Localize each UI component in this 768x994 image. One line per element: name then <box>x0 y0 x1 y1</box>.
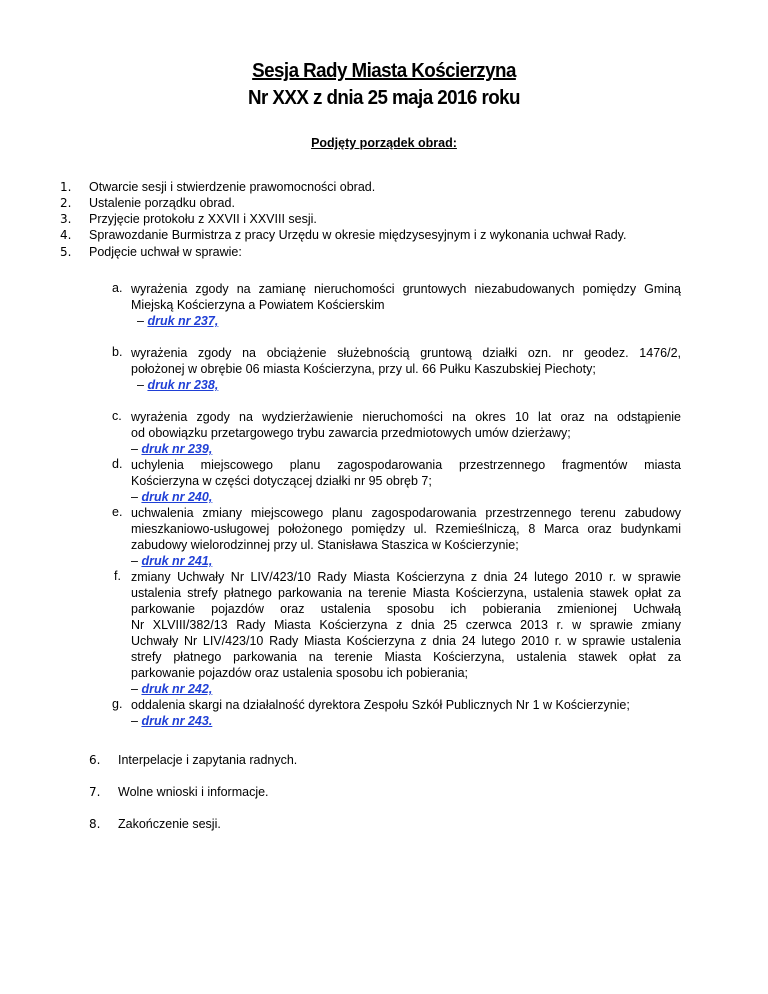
agenda-item: Otwarcie sesji i stwierdzenie prawomocności obrad. <box>89 180 376 194</box>
druk-link-237[interactable]: druk nr 237, <box>147 314 219 328</box>
sub-item-text: mieszkaniowo-usługowej położonego pomiędzy ul. Rzemieślniczą, 8 Marca oraz budynkami <box>131 522 681 536</box>
dash: – <box>137 314 148 328</box>
sub-item-d <box>131 457 681 505</box>
agenda-item: Wolne wnioski i informacje. <box>118 785 269 799</box>
sub-item-f <box>131 569 681 697</box>
document-title: Sesja Rady Miasta Kościerzyna <box>252 60 516 82</box>
sub-item-letter: b. <box>112 345 123 359</box>
agenda-number: 4. <box>60 228 72 242</box>
sub-item-g <box>131 697 681 729</box>
sub-item-text: Kościerzyna w części dotyczącej działki nr 95 obręb 7; <box>131 474 432 488</box>
druk-link-241[interactable]: druk nr 241, <box>141 554 213 568</box>
sub-item-text: Miejską Kościerzyna a Powiatem Kościerskim <box>131 298 385 312</box>
sub-item-text: parkowanie pojazdów oraz ustalenia sposobu ich pobierania; <box>131 666 469 680</box>
agenda-number: 8. <box>89 817 101 831</box>
sub-item-letter: c. <box>112 409 122 423</box>
dash: – <box>131 682 142 696</box>
dash: – <box>131 714 142 728</box>
druk-link-242[interactable]: druk nr 242, <box>141 682 213 696</box>
druk-link-240[interactable]: druk nr 240, <box>141 490 213 504</box>
sub-item-text: wyrażenia zgody na zamianę nieruchomości gruntowych niezabudowanych pomiędzy Gminą <box>131 282 681 296</box>
agenda-item: Przyjęcie protokołu z XXVII i XXVIII sesji. <box>89 212 317 226</box>
agenda-item: Podjęcie uchwał w sprawie: <box>89 245 242 259</box>
agenda-number: 5. <box>60 245 72 259</box>
sub-item-text: strefy płatnego parkowania na terenie Miasta Kościerzyna, ustalenia stawek opłat za <box>131 650 681 664</box>
dash: – <box>131 490 142 504</box>
sub-item-letter: g. <box>112 697 123 711</box>
sub-item-text: wyrażenia zgody na obciążenie służebnością gruntową działki ozn. nr geodez. 1476/2, <box>131 346 681 360</box>
druk-link-243[interactable]: druk nr 243. <box>141 714 213 728</box>
sub-item-e <box>131 505 681 569</box>
agenda-heading: Podjęty porządek obrad: <box>311 136 457 150</box>
agenda-number: 3. <box>60 212 72 226</box>
sub-item-text: położonej w obrębie 06 miasta Kościerzyna, przy ul. 66 Pułku Kaszubskiej Piechoty; <box>131 362 596 376</box>
agenda-item: Ustalenie porządku obrad. <box>89 196 235 210</box>
sub-item-text: Uchwały Nr LIV/423/10 Rady Miasta Kościerzyna z dnia 24 lutego 2010 r. w sprawie ustalenia <box>131 634 681 648</box>
sub-item-letter: d. <box>112 457 123 471</box>
sub-item-text: uchylenia miejscowego planu zagospodarowania przestrzennego fragmentów miasta <box>131 458 681 472</box>
agenda-item: Zakończenie sesji. <box>118 817 221 831</box>
sub-item-text: zabudowy wielorodzinnej przy ul. Stanisława Staszica w Kościerzynie; <box>131 538 519 552</box>
druk-link-238[interactable]: druk nr 238, <box>147 378 219 392</box>
sub-item-letter: a. <box>112 281 123 295</box>
sub-item-c <box>131 409 681 457</box>
sub-item-text: od obowiązku przetargowego trybu zawarcia przedmiotowych umów dzierżawy; <box>131 426 571 440</box>
sub-item-text: Nr XLVIII/382/13 Rady Miasta Kościerzyna z dnia 25 czerwca 2013 r. w sprawie zmiany <box>131 618 681 632</box>
dash: – <box>137 378 148 392</box>
sub-item-text: ustalenia strefy płatnego parkowania na terenie Miasta Kościerzyna, ustalenia stawek opłat za <box>131 586 681 600</box>
sub-item-text: wyrażenia zgody na wydzierżawienie nieruchomości na okres 10 lat oraz na odstąpienie <box>131 410 681 424</box>
agenda-item: Sprawozdanie Burmistrza z pracy Urzędu w okresie międzysesyjnym i z wykonania uchwał Rady. <box>89 228 627 242</box>
dash: – <box>131 554 142 568</box>
agenda-number: 6. <box>89 753 101 767</box>
sub-item-letter: f. <box>114 569 121 583</box>
agenda-number: 1. <box>60 180 72 194</box>
sub-item-text: parkowanie pojazdów oraz ustalenia sposobu ich pobierania zmienionej Uchwałą <box>131 602 681 616</box>
agenda-number: 7. <box>89 785 101 799</box>
sub-item-b <box>131 345 681 393</box>
sub-item-text: zmiany Uchwały Nr LIV/423/10 Rady Miasta Kościerzyna z dnia 24 lutego 2010 r. w sprawie <box>131 570 681 584</box>
sub-item-letter: e. <box>112 505 123 519</box>
sub-item-text: oddalenia skargi na działalność dyrektora Zespołu Szkół Publicznych Nr 1 w Kościerzynie; <box>131 698 630 712</box>
sub-item-text: uchwalenia zmiany miejscowego planu zagospodarowania przestrzennego terenu zabudowy <box>131 506 681 520</box>
agenda-number: 2. <box>60 196 72 210</box>
dash: – <box>131 442 142 456</box>
sub-item-a <box>131 281 681 329</box>
druk-link-239[interactable]: druk nr 239, <box>141 442 213 456</box>
agenda-item: Interpelacje i zapytania radnych. <box>118 753 298 767</box>
document-subtitle-session: Nr XXX z dnia 25 maja 2016 roku <box>248 87 520 109</box>
